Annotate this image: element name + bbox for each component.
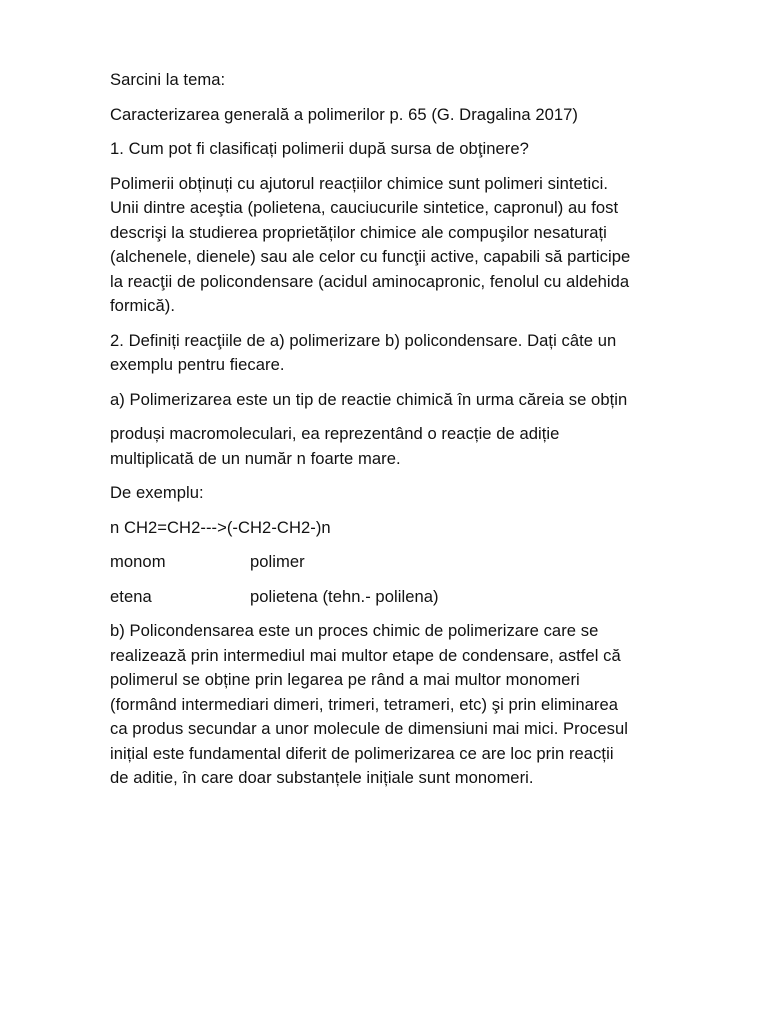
answer-1-line: Polimerii obținuți cu ajutorul reacțiilor chimice sunt polimeri sintetici. [110, 173, 609, 193]
reaction-equation: n CH2=CH2--->(-CH2-CH2-)n [110, 517, 331, 537]
answer-2a-line: produși macromoleculari, ea reprezentând o reacție de adiție [110, 424, 560, 443]
example-row-left: etena [110, 586, 152, 606]
example-row-right: polietena (tehn.- polilena) [250, 586, 439, 606]
answer-2b-line: de aditie, în care doar substanțele inițiale sunt monomeri. [110, 768, 534, 787]
answer-2b-line: ca produs secundar a unor molecule de dimensiuni mai mici. Procesul [110, 719, 629, 738]
example-label: De exemplu: [110, 483, 204, 502]
example-row [110, 585, 710, 610]
answer-2b-line: polimerul se obține prin legarea pe rând a mai multor monomeri [110, 670, 580, 689]
answer-1-line: formică). [110, 296, 175, 315]
example-row-left: monom [110, 552, 166, 571]
document-body [110, 68, 710, 801]
question-1: 1. Cum pot fi clasificați polimerii după sursa de obţinere? [110, 139, 529, 158]
example-row-right: polimer [250, 552, 305, 571]
question-2-line: 2. Definiți reacţiile de a) polimerizare b) policondensare. Dați câte un [110, 330, 617, 350]
answer-2b-line: b) Policondensarea este un proces chimic de polimerizare care se [110, 621, 599, 640]
answer-2a-continued [110, 422, 710, 471]
answer-2b-line: realizează prin intermediul mai multor etape de condensare, astfel că [110, 645, 621, 665]
example-row [110, 550, 710, 575]
answer-2b-line: inițial este fundamental diferit de polimerizarea ce are loc prin reacții [110, 743, 614, 763]
answer-1 [110, 172, 710, 319]
answer-1-line: descrişi la studierea proprietăților chimice ale compuşilor nesaturați [110, 222, 607, 242]
answer-2b [110, 619, 710, 791]
question-2 [110, 329, 710, 378]
answer-2b-line: (formând intermediari dimeri, trimeri, tetrameri, etc) şi prin eliminarea [110, 694, 619, 714]
answer-2a-intro: a) Polimerizarea este un tip de reactie chimică în urma căreia se obțin [110, 389, 628, 409]
answer-1-line: Unii dintre aceştia (polietena, cauciucurile sintetice, capronul) au fost [110, 198, 619, 217]
answer-1-line: la reacţii de policondensare (acidul aminocapronic, fenolul cu aldehida [110, 271, 630, 291]
question-2-line: exemplu pentru fiecare. [110, 355, 285, 374]
answer-1-line: (alchenele, dienele) sau ale celor cu funcţii active, capabili să participe [110, 247, 631, 266]
page-title: Sarcini la tema: [110, 70, 226, 89]
topic-line: Caracterizarea generală a polimerilor p. 65 (G. Dragalina 2017) [110, 104, 579, 124]
answer-2a-line: multiplicată de un număr n foarte mare. [110, 448, 401, 468]
